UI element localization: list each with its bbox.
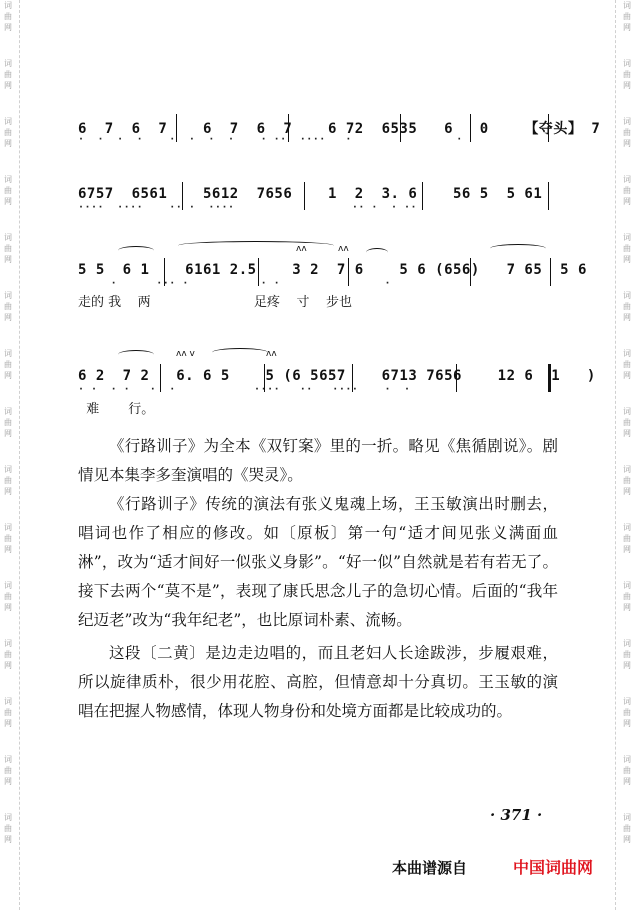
watermark: 词 曲 网 xyxy=(623,755,631,786)
bar-line xyxy=(264,364,265,392)
bar-line xyxy=(456,364,457,392)
slur-mark xyxy=(212,348,268,357)
slur-mark xyxy=(118,246,154,255)
bar-line xyxy=(288,114,289,142)
watermark: 词 曲 网 xyxy=(4,59,12,90)
slur-mark xyxy=(490,244,546,253)
right-watermark-strip xyxy=(620,0,634,910)
watermark: 词 曲 网 xyxy=(4,581,12,612)
watermark: 词 曲 网 xyxy=(4,291,12,322)
commentary-text xyxy=(78,432,558,726)
ornament-mark: ʌʌ xyxy=(266,349,277,359)
watermark: 词 曲 网 xyxy=(623,233,631,264)
right-dashed-rule xyxy=(615,0,616,910)
watermark: 词 曲 网 xyxy=(623,407,631,438)
paragraph-1: 《行路训子》为全本《双钉案》里的一折。略见《焦循剧说》。剧情见本集李多奎演唱的《哭灵》。 xyxy=(78,437,558,484)
bar-line xyxy=(176,114,177,142)
watermark: 词 曲 网 xyxy=(623,523,631,554)
page-number: · 371 · xyxy=(490,806,543,824)
bar-line xyxy=(548,114,549,142)
paragraph-2: 《行路训子》传统的演法有张义鬼魂上场，王玉敏演出时删去，唱词也作了相应的修改。如〔原板〕第一句“适才间见张义满面血淋”，改为“适才间好一似张义身影”。“好一似”自然就是若有若无了。接下去两个“莫不是”，表现了康氏思念儿子的急切心情。后面的“我年纪迈老”改为“我年纪老”，也比原词朴素、流畅。 xyxy=(78,495,558,629)
watermark: 词 曲 网 xyxy=(4,465,12,496)
paragraph-3: 这段〔二黄〕是边走边唱的，而且老妇人长途跋涉，步履艰难，所以旋律质朴，很少用花腔、高腔，但情意却十分真切。王玉敏的演唱在把握人物感情，体现人物身份和处境方面都是比较成功的。 xyxy=(78,644,558,720)
watermark: 词 曲 网 xyxy=(4,175,12,206)
left-watermark-strip xyxy=(1,0,15,910)
watermark: 词 曲 网 xyxy=(623,59,631,90)
bar-line xyxy=(550,258,551,286)
bar-line xyxy=(182,182,183,210)
watermark: 词 曲 网 xyxy=(4,407,12,438)
lyrics-line-4: 难 行。 xyxy=(78,402,155,417)
watermark: 词 曲 网 xyxy=(623,813,631,844)
left-dashed-rule xyxy=(19,0,20,910)
watermark: 词 曲 网 xyxy=(623,465,631,496)
watermark: 词 曲 网 xyxy=(4,1,12,32)
score-dots: ···· ···· ·· · ···· ·· · · ·· xyxy=(78,202,418,213)
bar-line xyxy=(400,114,401,142)
watermark: 词 曲 网 xyxy=(4,697,12,728)
watermark: 词 曲 网 xyxy=(4,349,12,380)
slur-mark xyxy=(118,350,154,359)
watermark: 词 曲 网 xyxy=(623,1,631,32)
source-label: 本曲谱源自 xyxy=(392,859,468,877)
bar-line xyxy=(352,364,353,392)
site-name-link[interactable]: 中国词曲网 xyxy=(513,858,594,877)
score-dots: · ··· · · · · xyxy=(78,278,391,289)
bar-line xyxy=(348,258,349,286)
bar-line xyxy=(548,182,549,210)
score-notes: 6 2 7 2 6. 6 5 5 (6 5657 6713 7656 12 6 1 ) xyxy=(78,368,596,384)
watermark: 词 曲 网 xyxy=(623,349,631,380)
bar-line xyxy=(470,114,471,142)
ornament-mark: ʌʌ v xyxy=(176,349,195,359)
watermark: 词 曲 网 xyxy=(623,581,631,612)
watermark: 词 曲 网 xyxy=(4,639,12,670)
bar-line xyxy=(160,364,161,392)
score-dots: · · · · · · ···· ·· ···· · · xyxy=(78,384,411,395)
watermark: 词 曲 网 xyxy=(4,523,12,554)
final-bar-line xyxy=(548,364,551,392)
slur-mark xyxy=(366,248,388,257)
bar-line xyxy=(422,182,423,210)
watermark: 词 曲 网 xyxy=(623,175,631,206)
score-line-3 xyxy=(78,258,587,289)
bar-line xyxy=(470,258,471,286)
slur-mark xyxy=(178,241,334,250)
score-notes: 6757 6561 5612 7656 1 2 3. 6 56 5 5 61 xyxy=(78,186,543,202)
watermark: 词 曲 网 xyxy=(4,755,12,786)
ornament-mark: ʌʌ xyxy=(296,244,307,254)
score-line-2 xyxy=(78,182,553,212)
score-line-1 xyxy=(78,114,601,145)
watermark: 词 曲 网 xyxy=(4,117,12,148)
bar-line xyxy=(258,258,259,286)
score-notes: 6 7 6 7 6 7 6 7 6 72 6535 6 0 【夺头】 7 xyxy=(78,121,601,137)
watermark: 词 曲 网 xyxy=(623,117,631,148)
watermark: 词 曲 网 xyxy=(4,233,12,264)
bar-line xyxy=(164,258,165,286)
score-notes: 5 5 6 1 6161 2.5 3 2 7 6 5 6 (656) 7 65 5 6 xyxy=(78,262,587,278)
ornament-mark: ʌʌ xyxy=(338,244,349,254)
lyrics-line-3: 走的 我 两 足疼 寸 步也 xyxy=(78,295,353,310)
bar-line xyxy=(304,182,305,210)
watermark: 词 曲 网 xyxy=(623,291,631,322)
score-dots: · · · · · · · · · ·· ···· · · xyxy=(78,134,463,145)
watermark: 词 曲 网 xyxy=(623,697,631,728)
score-line-4 xyxy=(78,364,596,395)
watermark: 词 曲 网 xyxy=(4,813,12,844)
watermark: 词 曲 网 xyxy=(623,639,631,670)
